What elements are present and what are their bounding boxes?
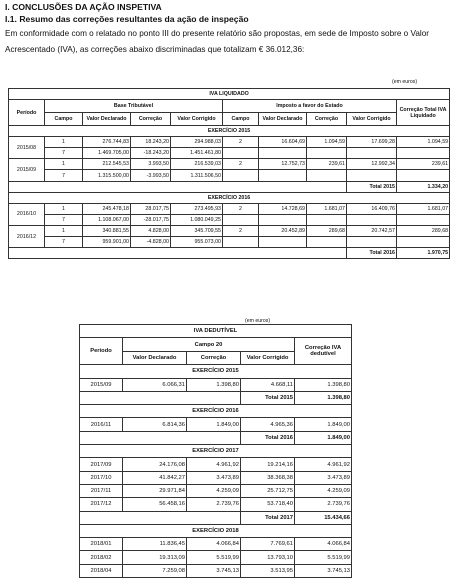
- valor-corrigido-cell: 13.793,10: [241, 551, 295, 564]
- correcao-iva-cell: 4.066,84: [295, 538, 352, 551]
- header-periodo: Período: [80, 338, 123, 365]
- correcao-cell: -28.017,75: [131, 214, 171, 225]
- header-campo-20: Campo 20: [123, 338, 295, 352]
- header-periodo: Período: [9, 100, 45, 126]
- valor-corrigido-cell: 1.311.506,50: [171, 170, 223, 181]
- header-campo: Campo: [223, 113, 259, 126]
- correcao-cell: 3.745,13: [187, 564, 241, 577]
- total-row: [80, 391, 352, 404]
- total-row: [9, 181, 450, 192]
- liquidado-unit-note: (em euros): [392, 79, 418, 85]
- valor-declarado-cell: 959.901,00: [83, 237, 131, 248]
- imposto-declarado-cell: 20.452,89: [259, 225, 307, 236]
- imposto-corrigido-cell: [347, 148, 397, 159]
- total-label: Total 2017: [241, 511, 295, 524]
- total-row: [80, 431, 352, 444]
- table-row: [9, 214, 450, 225]
- table-row: [80, 484, 352, 497]
- imposto-corrigido-cell: [347, 214, 397, 225]
- correcao-cell: 4.961,92: [187, 458, 241, 471]
- imposto-corrigido-cell: 12.992,34: [347, 159, 397, 170]
- table-row: [9, 137, 450, 148]
- periodo-cell: 2015/09: [80, 378, 123, 391]
- imposto-campo-cell: [223, 237, 259, 248]
- imposto-correcao-cell: 289,68: [307, 225, 347, 236]
- exercicio-label: EXERCÍCIO 2016: [80, 405, 352, 418]
- total-spacer: [80, 391, 241, 404]
- header-row: [80, 338, 352, 352]
- header-row: [9, 100, 450, 113]
- periodo-cell: 2016/10: [9, 203, 45, 225]
- header-corrigido: Valor Corrigido: [171, 113, 223, 126]
- exercicio-row: [9, 126, 450, 137]
- valor-declarado-cell: 245.478,18: [83, 203, 131, 214]
- exercicio-label: EXERCÍCIO 2017: [80, 445, 352, 458]
- correcao-iva-cell: 3.745,13: [295, 564, 352, 577]
- table-row: [80, 564, 352, 577]
- table-title-row: [9, 89, 450, 100]
- correcao-iva-cell: 1.398,80: [295, 378, 352, 391]
- valor-declarado-cell: 276.744,83: [83, 137, 131, 148]
- imposto-corrigido-cell: [347, 237, 397, 248]
- exercicio-label: EXERCÍCIO 2015: [80, 365, 352, 378]
- periodo-cell: 2016/12: [9, 225, 45, 247]
- table-row: [9, 237, 450, 248]
- imposto-declarado-cell: [259, 237, 307, 248]
- intro-paragraph: Em conformidade com o relatado no ponto III do presente relatório são propostas, em sede de Imposto sobre o Valor Acrescentado (IVA), as correções abaixo discriminadas que totalizam € 36.012,36:: [5, 29, 430, 54]
- valor-corrigido-cell: 1.080.049,25: [171, 214, 223, 225]
- imposto-declarado-cell: [259, 170, 307, 181]
- periodo-cell: 2018/02: [80, 551, 123, 564]
- imposto-correcao-cell: [307, 148, 347, 159]
- correcao-cell: 4.066,84: [187, 538, 241, 551]
- valor-declarado-cell: 6.814,36: [123, 418, 187, 431]
- campo-cell: 1: [45, 159, 83, 170]
- campo-cell: 7: [45, 214, 83, 225]
- table-row: [80, 418, 352, 431]
- total-spacer: [80, 431, 241, 444]
- dedutivel-unit-note: (em euros): [245, 318, 271, 324]
- valor-corrigido-cell: 955.073,00: [171, 237, 223, 248]
- valor-corrigido-cell: 3.513,95: [241, 564, 295, 577]
- imposto-correcao-cell: 1.681,07: [307, 203, 347, 214]
- correcao-cell: 18.243,20: [131, 137, 171, 148]
- imposto-correcao-cell: 239,61: [307, 159, 347, 170]
- header-correcao-total: Correção Total IVA Liquidado: [397, 100, 450, 126]
- header-declarado: Valor Declarado: [123, 351, 187, 365]
- correcao-cell: -4.828,00: [131, 237, 171, 248]
- table-row: [9, 170, 450, 181]
- exercicio-row: [80, 524, 352, 537]
- correcao-iva-cell: 3.473,89: [295, 471, 352, 484]
- correcao-iva-cell: 2.739,76: [295, 498, 352, 511]
- periodo-cell: 2016/11: [80, 418, 123, 431]
- periodo-cell: 2017/11: [80, 484, 123, 497]
- valor-declarado-cell: 41.842,27: [123, 471, 187, 484]
- header-imposto-estado: Imposto a favor do Estado: [223, 100, 397, 113]
- total-label: Total 2015: [241, 391, 295, 404]
- total-row: [80, 511, 352, 524]
- correcao-total-cell: 289,68: [397, 225, 450, 236]
- valor-declarado-cell: 6.066,31: [123, 378, 187, 391]
- imposto-declarado-cell: 12.752,73: [259, 159, 307, 170]
- exercicio-row: [9, 192, 450, 203]
- total-label: Total 2016: [347, 248, 397, 259]
- header-corrigido: Valor Corrigido: [241, 351, 295, 365]
- periodo-cell: 2015/08: [9, 137, 45, 159]
- header-declarado: Valor Declarado: [259, 113, 307, 126]
- correcao-total-cell: 1.094,59: [397, 137, 450, 148]
- total-label: Total 2016: [241, 431, 295, 444]
- periodo-cell: 2018/01: [80, 538, 123, 551]
- imposto-correcao-cell: [307, 237, 347, 248]
- imposto-declarado-cell: [259, 148, 307, 159]
- exercicio-row: [80, 445, 352, 458]
- imposto-corrigido-cell: 16.409,76: [347, 203, 397, 214]
- table-row: [9, 225, 450, 236]
- imposto-campo-cell: 2: [223, 203, 259, 214]
- valor-declarado-cell: 1.315.500,00: [83, 170, 131, 181]
- valor-declarado-cell: 24.176,08: [123, 458, 187, 471]
- valor-declarado-cell: 212.545,53: [83, 159, 131, 170]
- periodo-cell: 2018/04: [80, 564, 123, 577]
- correcao-cell: 28.017,75: [131, 203, 171, 214]
- total-spacer: [9, 181, 347, 192]
- imposto-corrigido-cell: 20.742,57: [347, 225, 397, 236]
- valor-corrigido-cell: 19.214,16: [241, 458, 295, 471]
- correcao-cell: 2.739,76: [187, 498, 241, 511]
- iva-liquidado-table: [8, 88, 450, 259]
- valor-declarado-cell: 1.469.705,00: [83, 148, 131, 159]
- valor-declarado-cell: 56.458,16: [123, 498, 187, 511]
- header-corrigido: Valor Corrigido: [347, 113, 397, 126]
- table-row: [80, 551, 352, 564]
- correcao-total-cell: [397, 148, 450, 159]
- table-row: [80, 471, 352, 484]
- valor-corrigido-cell: 4.668,11: [241, 378, 295, 391]
- table-title: IVA LIQUIDADO: [9, 89, 450, 100]
- imposto-corrigido-cell: 17.699,28: [347, 137, 397, 148]
- correcao-cell: 1.849,00: [187, 418, 241, 431]
- total-value: 1.398,80: [295, 391, 352, 404]
- correcao-total-cell: [397, 170, 450, 181]
- valor-corrigido-cell: 38.368,38: [241, 471, 295, 484]
- total-spacer: [80, 511, 241, 524]
- campo-cell: 1: [45, 203, 83, 214]
- correcao-total-cell: 1.681,07: [397, 203, 450, 214]
- correcao-cell: 3.993,50: [131, 159, 171, 170]
- imposto-campo-cell: [223, 170, 259, 181]
- correcao-cell: -18.243,20: [131, 148, 171, 159]
- correcao-total-cell: [397, 214, 450, 225]
- exercicio-label: EXERCÍCIO 2018: [80, 524, 352, 537]
- imposto-correcao-cell: 1.094,59: [307, 137, 347, 148]
- correcao-cell: 4.259,09: [187, 484, 241, 497]
- header-base-tributavel: Base Tributável: [45, 100, 223, 113]
- correcao-total-cell: [397, 237, 450, 248]
- header-correcao: Correção: [307, 113, 347, 126]
- header-campo: Campo: [45, 113, 83, 126]
- valor-corrigido-cell: 345.709,55: [171, 225, 223, 236]
- imposto-campo-cell: [223, 148, 259, 159]
- total-label: Total 2015: [347, 181, 397, 192]
- imposto-declarado-cell: 16.604,69: [259, 137, 307, 148]
- table-row: [80, 538, 352, 551]
- correcao-iva-cell: 1.849,00: [295, 418, 352, 431]
- imposto-campo-cell: 2: [223, 137, 259, 148]
- exercicio-label: EXERCÍCIO 2016: [9, 192, 450, 203]
- report-heading: I. CONCLUSÕES DA AÇÃO INSPETIVA: [5, 2, 162, 12]
- total-value: 1.970,75: [397, 248, 450, 259]
- total-value: 1.849,00: [295, 431, 352, 444]
- exercicio-label: EXERCÍCIO 2015: [9, 126, 450, 137]
- campo-cell: 1: [45, 137, 83, 148]
- table-row: [9, 148, 450, 159]
- valor-corrigido-cell: 273.495,93: [171, 203, 223, 214]
- exercicio-row: [80, 365, 352, 378]
- correcao-iva-cell: 5.519,99: [295, 551, 352, 564]
- total-spacer: [9, 248, 347, 259]
- report-subheading: I.1. Resumo das correções resultantes da ação de inspeção: [5, 14, 249, 24]
- periodo-cell: 2017/10: [80, 471, 123, 484]
- total-value: 1.334,20: [397, 181, 450, 192]
- periodo-cell: 2017/12: [80, 498, 123, 511]
- imposto-campo-cell: 2: [223, 225, 259, 236]
- imposto-campo-cell: 2: [223, 159, 259, 170]
- valor-declarado-cell: 19.313,09: [123, 551, 187, 564]
- table-title: IVA DEDUTÍVEL: [80, 325, 352, 338]
- total-row: [9, 248, 450, 259]
- valor-declarado-cell: 1.108.067,00: [83, 214, 131, 225]
- campo-cell: 7: [45, 237, 83, 248]
- correcao-total-cell: 239,61: [397, 159, 450, 170]
- valor-corrigido-cell: 216.539,03: [171, 159, 223, 170]
- table-title-row: [80, 325, 352, 338]
- valor-corrigido-cell: 25.712,75: [241, 484, 295, 497]
- valor-corrigido-cell: 1.451.461,80: [171, 148, 223, 159]
- valor-corrigido-cell: 53.718,40: [241, 498, 295, 511]
- imposto-corrigido-cell: [347, 170, 397, 181]
- valor-corrigido-cell: 4.965,36: [241, 418, 295, 431]
- correcao-cell: 3.473,89: [187, 471, 241, 484]
- imposto-declarado-cell: 14.728,69: [259, 203, 307, 214]
- valor-declarado-cell: 29.971,84: [123, 484, 187, 497]
- table-row: [80, 458, 352, 471]
- exercicio-row: [80, 405, 352, 418]
- periodo-cell: 2017/09: [80, 458, 123, 471]
- imposto-campo-cell: [223, 214, 259, 225]
- header-correcao-iva: Correção IVA dedutível: [295, 338, 352, 365]
- valor-corrigido-cell: 7.769,61: [241, 538, 295, 551]
- valor-declarado-cell: 11.836,45: [123, 538, 187, 551]
- imposto-correcao-cell: [307, 170, 347, 181]
- correcao-cell: -3.993,50: [131, 170, 171, 181]
- campo-cell: 7: [45, 148, 83, 159]
- valor-declarado-cell: 340.881,55: [83, 225, 131, 236]
- imposto-correcao-cell: [307, 214, 347, 225]
- correcao-cell: 5.519,99: [187, 551, 241, 564]
- header-correcao: Correção: [187, 351, 241, 365]
- header-declarado: Valor Declarado: [83, 113, 131, 126]
- valor-declarado-cell: 7.259,08: [123, 564, 187, 577]
- table-row: [9, 159, 450, 170]
- imposto-declarado-cell: [259, 214, 307, 225]
- periodo-cell: 2015/09: [9, 159, 45, 181]
- table-row: [9, 203, 450, 214]
- table-row: [80, 378, 352, 391]
- table-row: [80, 498, 352, 511]
- header-correcao: Correção: [131, 113, 171, 126]
- iva-dedutivel-table: [79, 324, 352, 578]
- campo-cell: 7: [45, 170, 83, 181]
- campo-cell: 1: [45, 225, 83, 236]
- subheader-row: [9, 113, 450, 126]
- total-value: 15.434,66: [295, 511, 352, 524]
- valor-corrigido-cell: 294.988,03: [171, 137, 223, 148]
- correcao-cell: 1.398,80: [187, 378, 241, 391]
- correcao-iva-cell: 4.259,09: [295, 484, 352, 497]
- correcao-iva-cell: 4.961,92: [295, 458, 352, 471]
- correcao-cell: 4.828,00: [131, 225, 171, 236]
